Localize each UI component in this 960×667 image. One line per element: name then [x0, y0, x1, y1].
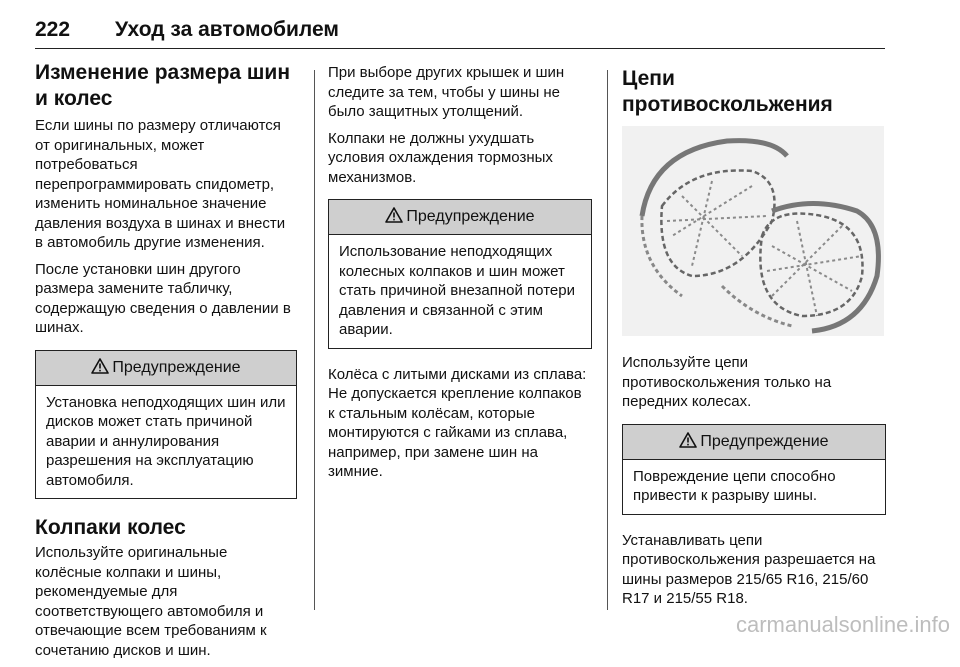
warning-title: Предупреждение	[700, 432, 829, 450]
warning-triangle-icon	[91, 358, 109, 374]
snow-chain-illustration	[622, 126, 884, 336]
warning-text: Использование неподходящих колесных колпаков и шин может стать причиной внезапной потери давления и связанной с этим аварии.	[339, 243, 575, 338]
warning-text: Установка неподходящих шин или дисков может стать причиной аварии и аннулирования разрешения на эксплуатацию автомобиля.	[46, 393, 286, 489]
column-divider-1	[314, 70, 315, 610]
section-title-tire-size: Изменение размера шин и колес	[35, 61, 291, 110]
warning-triangle-icon	[679, 432, 697, 448]
warning-triangle-icon	[385, 207, 403, 223]
paragraph: Используйте оригинальные колёсные колпаки и шины, рекомендуемые для соответствующего автомобиля и отвечающие всем требованиям к сочетанию дисков и шин.	[35, 544, 267, 659]
warning-box	[622, 424, 886, 515]
warning-title: Предупреждение	[406, 208, 535, 225]
paragraph: Если шины по размеру отличаются от оригинальных, может потребоваться перепрограммировать спидометр, изменить номинальное значение давления воздуха в шинах и внести в автомобиль другие изменения.	[35, 117, 286, 251]
running-title: Уход за автомобилем	[115, 18, 339, 41]
warning-header	[329, 200, 591, 235]
paragraph: Устанавливать цепи противоскольжения разрешается на шины размеров 215/65 R16, 215/60 R17 и 215/55 R18.	[622, 531, 876, 607]
column-2	[328, 60, 592, 489]
paragraph: После установки шин другого размера замените табличку, содержащую сведения о давлении в шинах.	[35, 260, 291, 336]
paragraph: Колёса с литыми дисками из сплава: Не допускается крепление колпаков к стальным колёсам, которые монтируются с гайками из сплава, например, при замене шин на зимние.	[328, 365, 587, 480]
paragraph: Колпаки не должны ухудшать условия охлаждения тормозных механизмов.	[328, 129, 553, 186]
section-title-snow-chains: Цепи противоскольжения	[622, 67, 833, 116]
warning-box	[35, 350, 297, 500]
warning-text: Повреждение цепи способно привести к разрыву шины.	[633, 467, 836, 504]
paragraph: При выборе других крышек и шин следите за тем, чтобы у шины не было защитных утолщений.	[328, 64, 565, 120]
column-divider-2	[607, 70, 608, 610]
warning-header	[36, 351, 296, 386]
paragraph: Используйте цепи противоскольжения только на передних колесах.	[622, 354, 832, 410]
column-3	[622, 60, 886, 616]
warning-title: Предупреждение	[112, 358, 241, 376]
page-header	[35, 14, 885, 54]
column-1	[35, 60, 297, 667]
page-number: 222	[35, 18, 71, 41]
warning-box	[328, 199, 592, 349]
warning-header	[623, 425, 885, 460]
watermark: carmanualsonline.info	[735, 612, 950, 637]
header-rule	[35, 48, 885, 49]
section-title-wheel-covers: Колпаки колес	[35, 516, 186, 539]
